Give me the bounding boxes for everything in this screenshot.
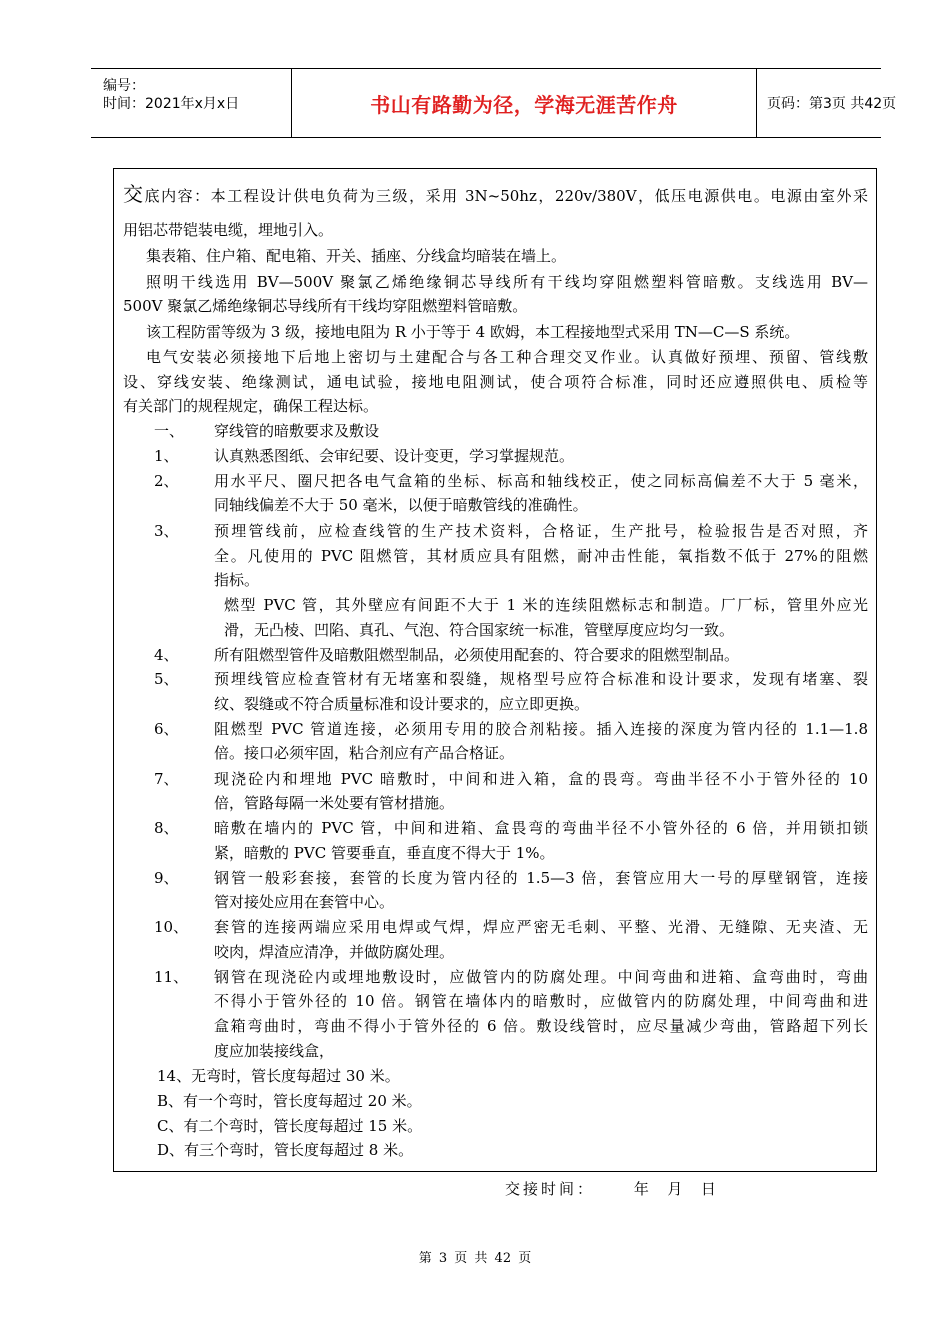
item-number: 5、 bbox=[154, 670, 179, 688]
item-number: 1、 bbox=[154, 447, 179, 465]
item-number: 9、 bbox=[154, 869, 179, 887]
item-number: 7、 bbox=[154, 770, 179, 788]
item-8-line-2: 紧，暗敷的 PVC 管要垂直，垂直度不得大于 1%。 bbox=[214, 844, 555, 862]
header-meta bbox=[91, 69, 291, 137]
intro-paragraph-5-line-1: 电气安装必须接地下后地上密切与土建配合与各工种合理交叉作业。认真做好预埋、预留、管线敷 bbox=[146, 348, 868, 366]
sublist-item: C、有二个弯时，管长度每超过 15 米。 bbox=[157, 1117, 423, 1135]
header-motto-cell bbox=[291, 69, 757, 137]
item-4-line-1: 所有阻燃型管件及暗敷阻燃型制品，必须使用配套的、符合要求的阻燃型制品。 bbox=[214, 646, 740, 664]
item-10-line-2: 咬肉，焊渣应清净，并做防腐处理。 bbox=[214, 943, 455, 961]
intro-paragraph-4: 该工程防雷等级为 3 级，接地电阻为 R 小于等于 4 欧姆，本工程接地型式采用 TN—C—S 系统。 bbox=[146, 323, 800, 341]
item-number: 11、 bbox=[154, 968, 189, 986]
intro-paragraph-3-line-1: 照明干线选用 BV—500V 聚氯乙烯绝缘铜芯导线所有干线均穿阻燃塑料管暗敷。支线选用 BV— bbox=[146, 273, 868, 291]
intro-line-2: 用铝芯带铠装电缆，埋地引入。 bbox=[123, 221, 334, 239]
item-6-line-1: 阻燃型 PVC 管道连接，必须用专用的胶合剂粘接。插入连接的深度为管内径的 1.1—1.8 bbox=[214, 720, 868, 738]
item-3-continuation-line-1: 燃型 PVC 管，其外壁应有间距不大于 1 米的连续阻燃标志和制造。厂厂标，管里外应光 bbox=[224, 596, 868, 614]
page-footer: 第 3 页 共 42 页 bbox=[418, 1251, 532, 1266]
item-5-line-2: 纹、裂缝或不符合质量标准和设计要求的，应立即更换。 bbox=[214, 695, 590, 713]
item-5-line-1: 预埋线管应检查管材有无堵塞和裂缝，规格型号应符合标准和设计要求，发现有堵塞、裂 bbox=[214, 670, 868, 688]
item-number: 4、 bbox=[154, 646, 179, 664]
time-label: 时间：2021年x月x日 bbox=[103, 96, 240, 112]
intro-paragraph-3-line-2: 500V 聚氯乙烯绝缘铜芯导线所有干线均穿阻燃塑料管暗敷。 bbox=[123, 297, 528, 315]
item-3-line-2: 全。凡使用的 PVC 阻燃管，其材质应具有阻燃，耐冲击性能，氧指数不低于 27%的阻燃 bbox=[214, 547, 868, 565]
serial-number-label: 编号： bbox=[103, 78, 145, 94]
item-10-line-1: 套管的连接两端应采用电焊或气焊，焊应严密无毛刺、平整、光滑、无缝隙、无夹渣、无 bbox=[214, 918, 868, 936]
sublist-item: 14、无弯时，管长度每超过 30 米。 bbox=[157, 1067, 400, 1085]
item-number: 8、 bbox=[154, 819, 179, 837]
item-11-line-3: 盒箱弯曲时，弯曲不得小于管外径的 6 倍。敷设线管时，应尽量减少弯曲，管路超下列长 bbox=[214, 1017, 868, 1035]
section-title: 穿线管的暗敷要求及敷设 bbox=[214, 422, 380, 440]
item-2-line-1: 用水平尺、圈尺把各电气盒箱的坐标、标高和轴线校正，使之同标高偏差不大于 5 毫米， bbox=[214, 472, 868, 490]
intro-paragraph-2: 集表箱、住户箱、配电箱、开关、插座、分线盒均暗装在墙上。 bbox=[146, 247, 567, 265]
item-7-line-1: 现浇砼内和埋地 PVC 暗敷时，中间和进入箱，盒的畏弯。弯曲半径不小于管外径的 10 bbox=[214, 770, 868, 788]
item-2-line-2: 同轴线偏差不大于 50 毫米，以便于暗敷管线的准确性。 bbox=[214, 496, 588, 514]
item-3-line-1: 预埋管线前，应检查线管的生产技术资料，合格证，生产批号，检验报告是否对照，齐 bbox=[214, 522, 868, 540]
intro-paragraph-5-line-3: 有关部门的规程规定，确保工程达标。 bbox=[123, 397, 379, 415]
item-11-line-1: 钢管在现浇砼内或埋地敷设时，应做管内的防腐处理。中间弯曲和进箱、盒弯曲时，弯曲 bbox=[214, 968, 868, 986]
item-11-line-4: 度应加装接线盒， bbox=[214, 1042, 335, 1060]
page-header bbox=[91, 68, 897, 138]
section-number: 一、 bbox=[154, 422, 185, 440]
motto-text: 书山有路勤为径，学海无涯苦作舟 bbox=[370, 92, 678, 117]
item-3-line-3: 指标。 bbox=[214, 571, 260, 589]
handover-time: 交接时间： 年 月 日 bbox=[505, 1180, 719, 1198]
item-3-continuation-line-2: 滑，无凸棱、凹陷、真孔、气泡、符合国家统一标准，管壁厚度应均匀一致。 bbox=[224, 621, 735, 639]
sublist-item: B、有一个弯时，管长度每超过 20 米。 bbox=[157, 1092, 422, 1110]
sublist-item: D、有三个弯时，管长度每超过 8 米。 bbox=[157, 1141, 414, 1159]
intro-paragraph-5-line-2: 设、穿线安装、绝缘测试，通电试验，接地电阻测试，使合项符合标准，同时还应遵照供电、质检等 bbox=[123, 373, 868, 391]
item-11-line-2: 不得小于管外径的 10 倍。钢管在墙体内的暗敷时，应做管内的防腐处理，中间弯曲和进 bbox=[214, 992, 868, 1010]
item-6-line-2: 倍。接口必须牢固，粘合剂应有产品合格证。 bbox=[214, 744, 515, 762]
item-7-line-2: 倍，管路每隔一米处要有管材措施。 bbox=[214, 794, 455, 812]
item-9-line-1: 钢管一般彩套接，套管的长度为管内径的 1.5—3 倍，套管应用大一号的厚壁钢管，连接 bbox=[214, 869, 868, 887]
item-number: 6、 bbox=[154, 720, 179, 738]
item-9-line-2: 管对接处应用在套管中心。 bbox=[214, 893, 395, 911]
item-1-line-1: 认真熟悉图纸、会审纪要、设计变更，学习掌握规范。 bbox=[214, 447, 575, 465]
item-number: 3、 bbox=[154, 522, 179, 540]
item-number: 2、 bbox=[154, 472, 179, 490]
intro-line-1: 交底内容：本工程设计供电负荷为三级，采用 3N~50hz，220v/380V，低压电源供电。电源由室外采 bbox=[123, 182, 869, 206]
header-page-cell bbox=[757, 69, 897, 137]
item-number: 10、 bbox=[154, 918, 189, 936]
page-info: 页码：第3页 共42页 bbox=[767, 96, 897, 112]
item-8-line-1: 暗敷在墙内的 PVC 管，中间和进箱、盒畏弯的弯曲半径不小管外径的 6 倍，并用锁扣锁 bbox=[214, 819, 868, 837]
intro-lead-char: 交 bbox=[123, 182, 145, 206]
